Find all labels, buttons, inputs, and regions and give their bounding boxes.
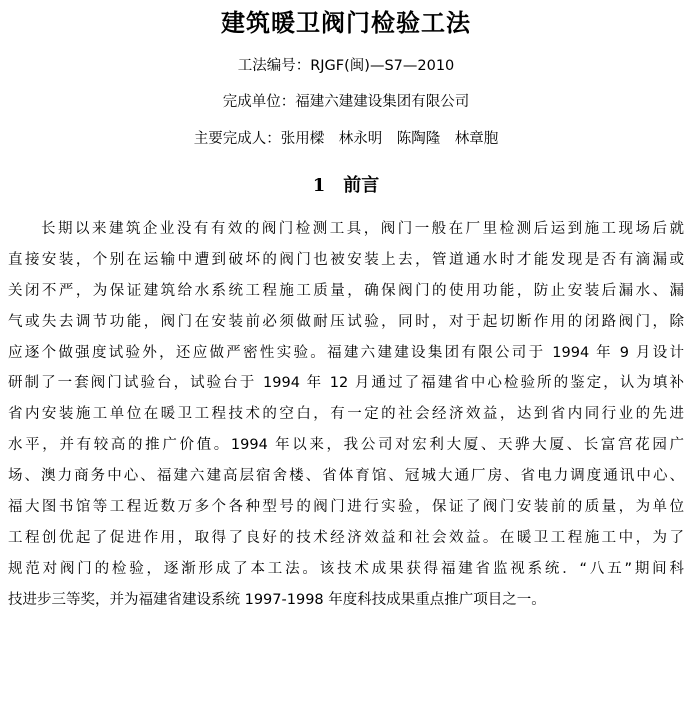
paragraph-line: 工程创优起了促进作用，取得了良好的技术经济效益和社会效益。在暖卫工程施工中，为了 [8,529,684,546]
foreword-paragraph [8,214,684,616]
section-number: 1 [312,175,326,196]
section-title: 前言 [343,175,380,196]
section-heading [0,172,692,200]
completion-unit-line: 完成单位：福建六建建设集团有限公司 [222,94,470,110]
paragraph-line: 水平，并有较高的推广价值。1994 年以来，我公司对宏利大厦、天骅大厦、长富宫花园广 [8,437,684,454]
paragraph-line: 技进步三等奖，并为福建省建设系统 1997-1998 年度科技成果重点推广项目之一。 [8,591,546,608]
paragraph-line: 关闭不严，为保证建筑给水系统工程施工质量，确保阀门的使用功能，防止安装后漏水、漏 [8,282,684,299]
main-authors-line: 主要完成人：张用樑 林永明 陈陶隆 林章胞 [193,131,499,147]
paragraph-line: 规范对阀门的检验，逐渐形成了本工法。该技术成果获得福建省监视系统．“八五”期间科 [8,560,684,577]
paragraph-line: 场、澳力商务中心、福建六建高层宿舍楼、省体育馆、冠城大通厂房、省电力调度通讯中心、 [8,468,684,485]
paragraph-line: 应逐个做强度试验外，还应做严密性实验。福建六建建设集团有限公司于 1994 年 9 月设计 [8,344,684,361]
paragraph-line: 气或失去调节功能，阀门在安装前必须做耐压试验，同时，对于起切断作用的闭路阀门，除 [8,313,684,330]
paragraph-line: 直接安装，个别在运输中遭到破坏的阀门也被安装上去，管道通水时才能发现是否有滴漏或 [8,251,684,268]
method-code-line: 工法编号：RJGF(闽)—S7—2010 [237,58,455,74]
paragraph-line: 长期以来建筑企业没有有效的阀门检测工具，阀门一般在厂里检测后运到施工现场后就 [41,221,684,237]
paragraph-line: 省内安装施工单位在暖卫工程技术的空白，有一定的社会经济效益，达到省内同行业的先进 [8,406,684,423]
paragraph-line: 研制了一套阀门试验台，试验台于 1994 年 12 月通过了福建省中心检验所的鉴定，认为填补 [8,375,684,392]
document-title: 建筑暖卫阀门检验工法 [221,8,471,37]
paragraph-line: 福大图书馆等工程近数万多个各种型号的阀门进行实验，保证了阀门安装前的质量，为单位 [8,499,684,516]
